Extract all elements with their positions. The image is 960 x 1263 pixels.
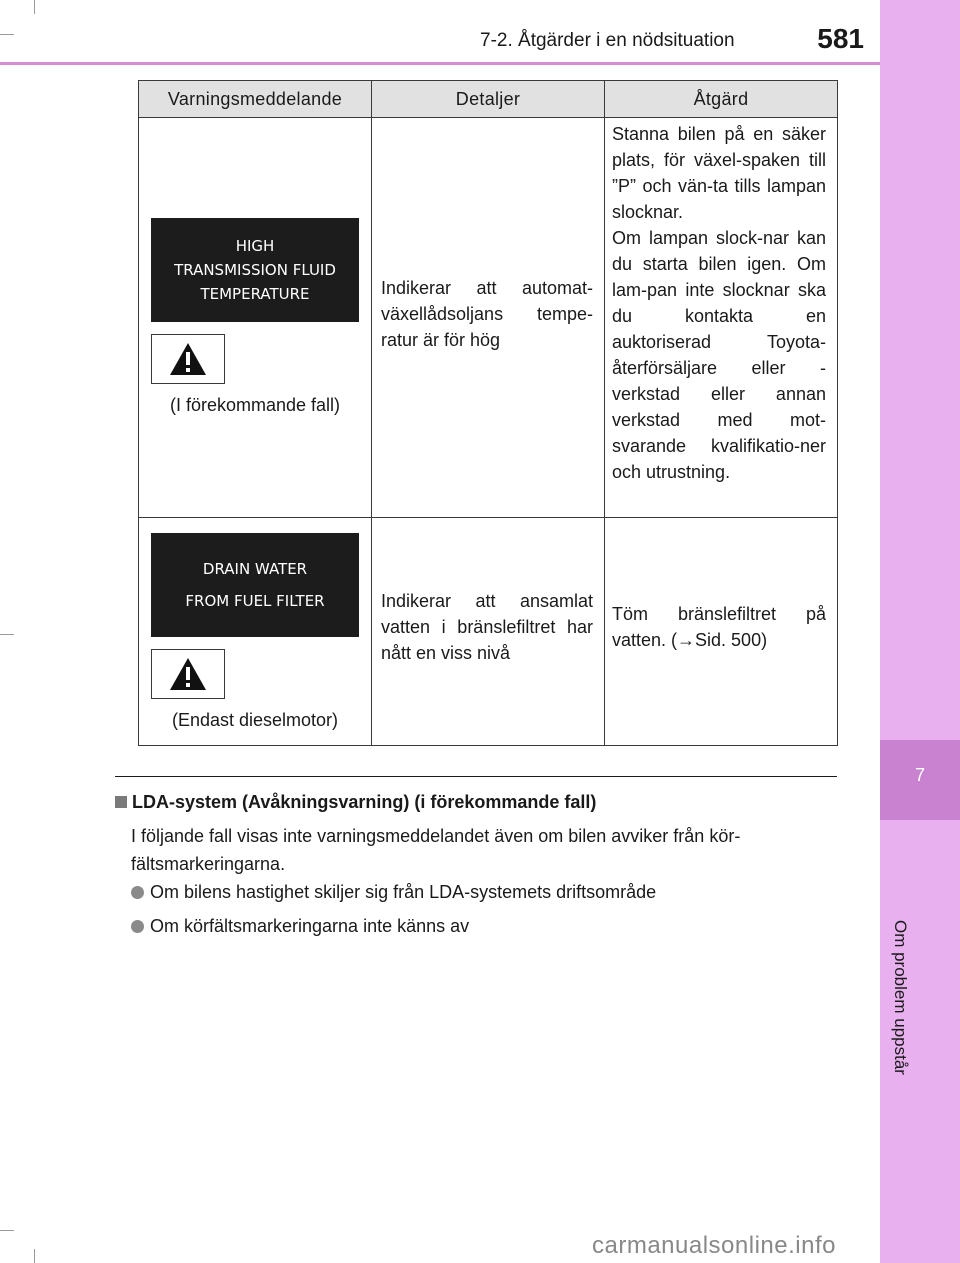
message-cell (139, 518, 372, 746)
column-header: Åtgärd (605, 81, 838, 118)
warning-message-table (138, 80, 838, 746)
section-heading (115, 792, 596, 813)
details-text: Indikerar att automat-växellådsoljans tempe-ratur är för hög (381, 278, 593, 350)
section-title: 7-2. Åtgärder i en nödsituation (480, 30, 735, 51)
message-note: (Endast dieselmotor) (171, 710, 339, 730)
table-row (139, 118, 838, 518)
action-text: Töm bränslefiltret på vatten. (→Sid. 500) (612, 604, 826, 650)
message-line: DRAIN WATER (202, 560, 308, 578)
message-line: HIGH (235, 237, 275, 255)
action-subtext: Om lampan slock-nar kan du starta bilen igen. Om lam-pan inte slocknar ska du kontakta en auktoriserad Toyota-återförsäljare eller -verkstad eller annan verkstad med mot-svarande kvalifikatio-ner och utrustning. (612, 228, 826, 482)
section-paragraph: I följande fall visas inte varningsmeddelandet även om bilen avviker från kör-fältsmarkeringarna. (131, 826, 741, 874)
crop-mark (0, 1230, 14, 1231)
section-heading-text: LDA-system (Avåkningsvarning) (i förekommande fall) (132, 792, 597, 812)
list-item (131, 882, 656, 903)
heading-square-icon (115, 796, 127, 808)
crop-mark (34, 1249, 35, 1263)
column-header: Varningsmeddelande (139, 81, 372, 118)
bullet-dot-icon (131, 886, 144, 899)
action-cell (605, 118, 838, 518)
crop-mark (34, 0, 35, 14)
display-message-image (151, 533, 359, 637)
crop-mark (0, 34, 14, 35)
header-rule (0, 62, 880, 65)
message-line: FROM FUEL FILTER (185, 592, 325, 610)
bullet-dot-icon (131, 920, 144, 933)
details-text: Indikerar att ansamlat vatten i bränslefiltret har nått en viss nivå (381, 591, 593, 663)
warning-triangle-icon (151, 334, 225, 384)
crop-mark (0, 634, 14, 635)
list-item-text: Om körfältsmarkeringarna inte känns av (150, 916, 470, 936)
details-cell (372, 118, 605, 518)
section-divider (115, 776, 837, 777)
message-cell (139, 118, 372, 518)
table-header-row (139, 81, 838, 118)
warning-triangle-icon (151, 649, 225, 699)
action-cell (605, 518, 838, 746)
action-text: Stanna bilen på en säker plats, för växel-spaken till ”P” och vän-ta tills lampan slocknar. (612, 124, 826, 222)
chapter-number: 7 (914, 765, 925, 785)
column-header: Detaljer (372, 81, 605, 118)
page-number: 581 (817, 23, 864, 54)
chapter-label: Om problem uppstår (891, 920, 910, 1075)
message-line: TEMPERATURE (200, 285, 310, 303)
details-cell (372, 518, 605, 746)
watermark: carmanualsonline.info (592, 1232, 836, 1259)
list-item (131, 916, 469, 937)
display-message-image (151, 218, 359, 322)
message-line: TRANSMISSION FLUID (174, 261, 336, 279)
table-row (139, 518, 838, 746)
message-note: (I förekommande fall) (169, 395, 341, 415)
list-item-text: Om bilens hastighet skiljer sig från LDA-systemets driftsområde (150, 882, 657, 902)
